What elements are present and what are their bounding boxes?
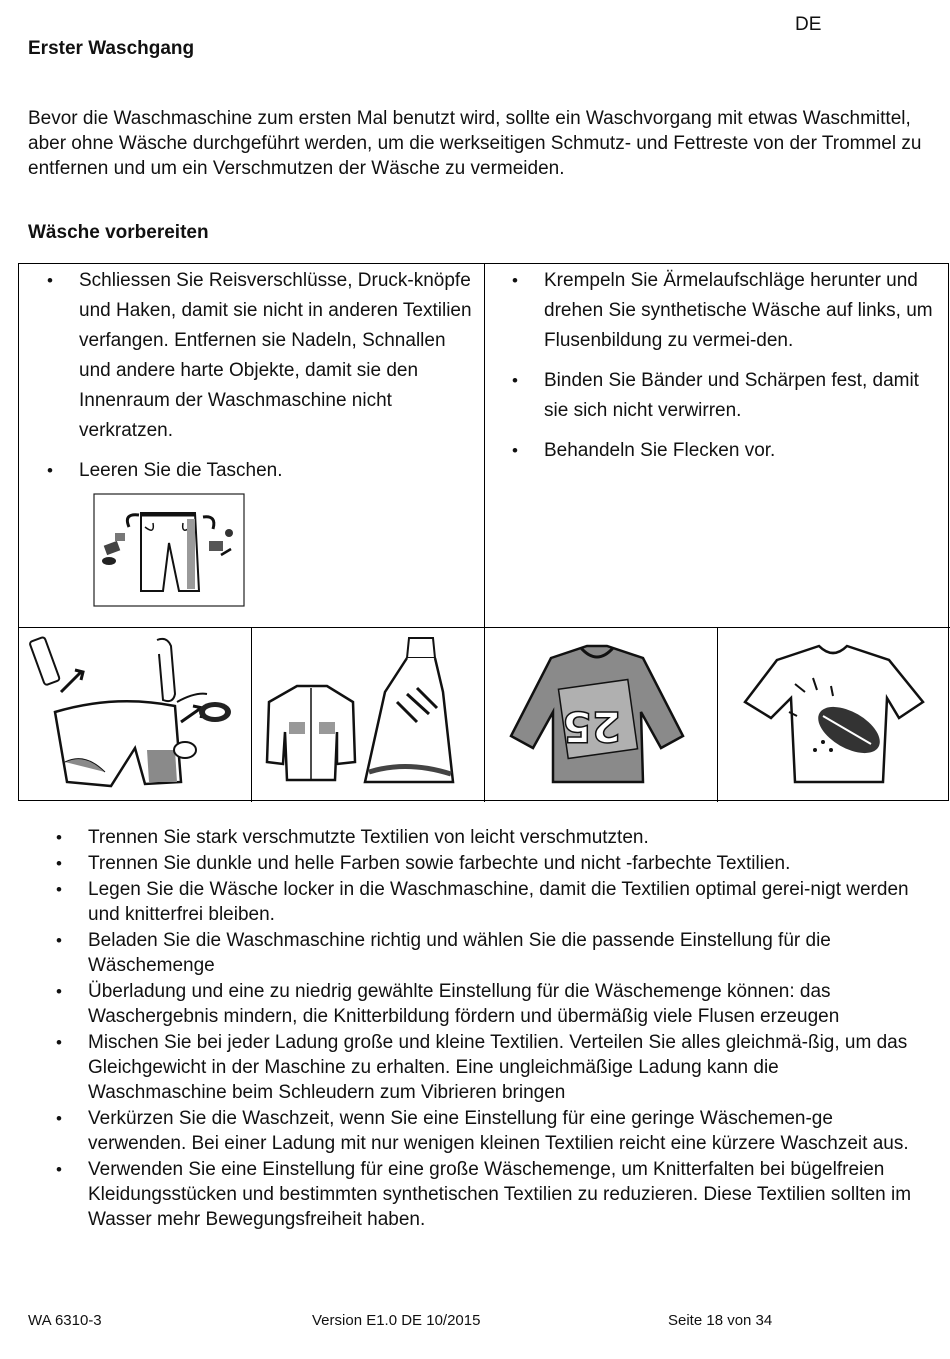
section-heading-prepare-laundry: Wäsche vorbereiten: [28, 222, 209, 243]
list-item: • Binden Sie Bänder und Schärpen fest, damit sie sich nicht verwirren.: [492, 366, 942, 426]
list-item: • Krempeln Sie Ärmelaufschläge herunter und drehen Sie synthetische Wäsche auf links, um Flusenbildung zu vermei-den.: [492, 266, 942, 356]
pockets-objects-illustration: [25, 632, 247, 798]
inside-out-sweater-illustration: [491, 632, 713, 798]
right-instructions: [492, 266, 942, 476]
language-code: DE: [795, 14, 822, 35]
stained-shirt-brush-illustration: [723, 632, 945, 798]
list-item: • Verwenden Sie eine Einstellung für eine große Wäschemenge, um Knitterfalten bei bügelfreien Kleidungsstücken und bestimmten synthetischen Textilien zu reduzieren. Diese Textilien sollten im Wasser mehr Bewegungsfreiheit haben.: [28, 1157, 920, 1232]
list-item: • Beladen Sie die Waschmaschine richtig und wählen Sie die passende Einstellung für die Wäschemenge: [28, 928, 920, 978]
list-item: • Verkürzen Sie die Waschzeit, wenn Sie eine Einstellung für eine geringe Wäschemen-ge verwenden. Bei einer Ladung mit nur wenigen kleinen Textilien reicht eine kürzere Waschzeit aus.: [28, 1106, 920, 1156]
trousers-empty-pockets-illustration: [93, 493, 245, 607]
list-item: • Überladung und eine zu niedrig gewählte Einstellung für die Wäschemenge können: das Waschergebnis mindern, die Knitterbildung fördern und übermäßig viele Flusen erzeugen: [28, 979, 920, 1029]
list-item: • Leeren Sie die Taschen.: [27, 456, 477, 486]
left-instructions: [27, 266, 477, 496]
footer-model: WA 6310-3: [28, 1312, 102, 1329]
table-divider: [484, 264, 485, 628]
list-item: • Schliessen Sie Reisverschlüsse, Druck-knöpfe und Haken, damit sie nicht in anderen Textilien verfangen. Entfernen sie Nadeln, Schnallen und andere harte Objekte, damit sie den Innenraum der Waschmaschine nicht verkratzen.: [27, 266, 477, 446]
intro-paragraph: Bevor die Waschmaschine zum ersten Mal benutzt wird, sollte ein Waschvorgang mit etwas Waschmittel, aber ohne Wäsche durchgeführt werden, um die werkseitigen Schmutz- und Fettreste von der Trommel zu entfernen und um ein Verschmutzen der Wäsche zu vermeiden.: [28, 108, 922, 179]
sweater-print-number: 25: [562, 702, 621, 751]
laundry-tips-list: [28, 825, 920, 1233]
table-divider: [251, 627, 252, 802]
table-divider: [717, 627, 718, 802]
table-divider: [484, 627, 485, 802]
footer-page-number: Seite 18 von 34: [668, 1312, 773, 1329]
jacket-apron-illustration: [257, 632, 479, 798]
list-item: • Legen Sie die Wäsche locker in die Waschmaschine, damit die Textilien optimal gerei-nigt werden und knitterfrei bleiben.: [28, 877, 920, 927]
list-item: • Trennen Sie dunkle und helle Farben sowie farbechte und nicht -farbechte Textilien.: [28, 851, 920, 876]
list-item: • Behandeln Sie Flecken vor.: [492, 436, 942, 466]
footer-version: Version E1.0 DE 10/2015: [312, 1312, 481, 1329]
section-heading-first-wash: Erster Waschgang: [28, 38, 195, 59]
list-item: • Trennen Sie stark verschmutzte Textilien von leicht verschmutzten.: [28, 825, 920, 850]
list-item: • Mischen Sie bei jeder Ladung große und kleine Textilien. Verteilen Sie alles gleichmä-ßig, um das Gleichgewicht in der Maschine zu erhalten. Eine ungleichmäßige Ladung kann die Waschmaschine beim Schleudern zum Vibrieren bringen: [28, 1030, 920, 1105]
laundry-prep-table: [18, 263, 949, 801]
